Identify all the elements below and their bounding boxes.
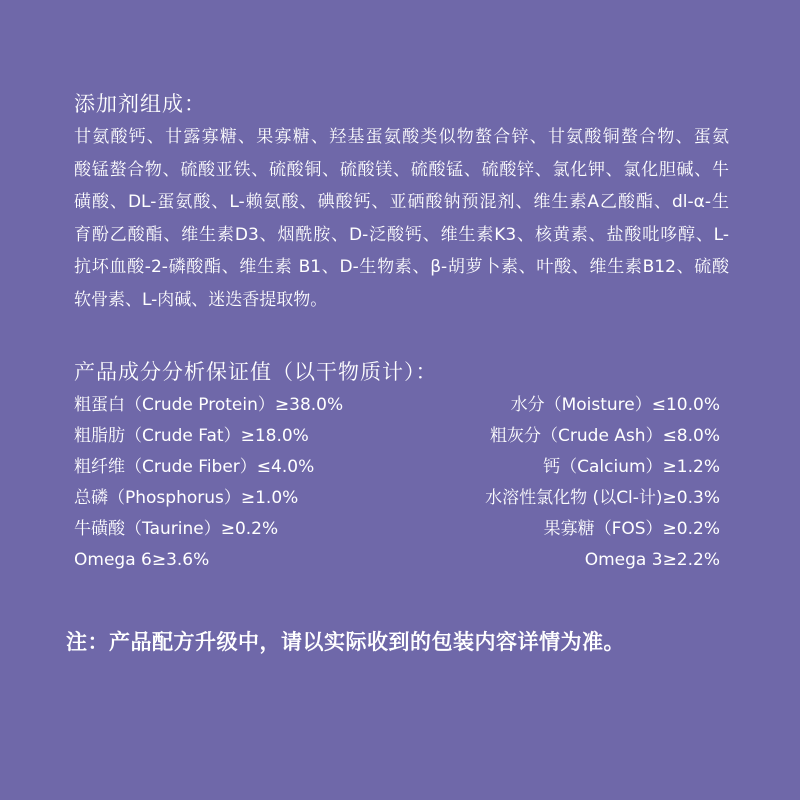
analysis-row xyxy=(74,390,720,421)
analysis-heading: 产品成分分析保证值（以干物质计）： xyxy=(74,360,438,384)
analysis-right-value: 果寡糖（FOS）≥0.2% xyxy=(543,519,720,539)
additives-heading: 添加剂组成： xyxy=(74,92,206,116)
analysis-left-value: 总磷（Phosphorus）≥1.0% xyxy=(74,488,299,508)
analysis-right-value: Omega 3≥2.2% xyxy=(584,550,720,570)
analysis-row xyxy=(74,514,720,545)
analysis-right-value: 钙（Calcium）≥1.2% xyxy=(543,457,720,477)
additives-line: 磺酸、DL-蛋氨酸、L-赖氨酸、碘酸钙、亚硒酸钠预混剂、维生素A乙酸酯、dl-α-生 xyxy=(74,192,729,212)
additives-line: 甘氨酸钙、甘露寡糖、果寡糖、羟基蛋氨酸类似物螯合锌、甘氨酸铜螯合物、蛋氨 xyxy=(74,127,729,147)
analysis-left-value: 粗蛋白（Crude Protein）≥38.0% xyxy=(74,395,344,415)
analysis-table xyxy=(74,390,720,576)
analysis-left-value: 牛磺酸（Taurine）≥0.2% xyxy=(74,519,279,539)
analysis-row xyxy=(74,545,720,576)
additives-line: 抗坏血酸-2-磷酸酯、维生素 B1、D-生物素、β-胡萝卜素、叶酸、维生素B12、硫酸 xyxy=(74,257,729,277)
analysis-row xyxy=(74,452,720,483)
analysis-left-value: Omega 6≥3.6% xyxy=(74,550,210,570)
analysis-row xyxy=(74,483,720,514)
analysis-right-value: 粗灰分（Crude Ash）≤8.0% xyxy=(490,426,720,446)
additives-line: 软骨素、L-肉碱、迷迭香提取物。 xyxy=(74,289,328,310)
analysis-row xyxy=(74,421,720,452)
analysis-left-value: 粗脂肪（Crude Fat）≥18.0% xyxy=(74,426,309,446)
analysis-left-value: 粗纤维（Crude Fiber）≤4.0% xyxy=(74,457,315,477)
analysis-right-value: 水分（Moisture）≤10.0% xyxy=(510,395,720,415)
formula-upgrade-note: 注：产品配方升级中，请以实际收到的包装内容详情为准。 xyxy=(66,630,625,654)
analysis-right-value: 水溶性氯化物 (以Cl-计)≥0.3% xyxy=(485,488,720,508)
additives-list xyxy=(74,121,729,316)
additives-line: 育酚乙酸酯、维生素D3、烟酰胺、D-泛酸钙、维生素K3、核黄素、盐酸吡哆醇、L- xyxy=(74,224,729,245)
additives-line: 酸锰螯合物、硫酸亚铁、硫酸铜、硫酸镁、硫酸锰、硫酸锌、氯化钾、氯化胆碱、牛 xyxy=(74,159,729,180)
